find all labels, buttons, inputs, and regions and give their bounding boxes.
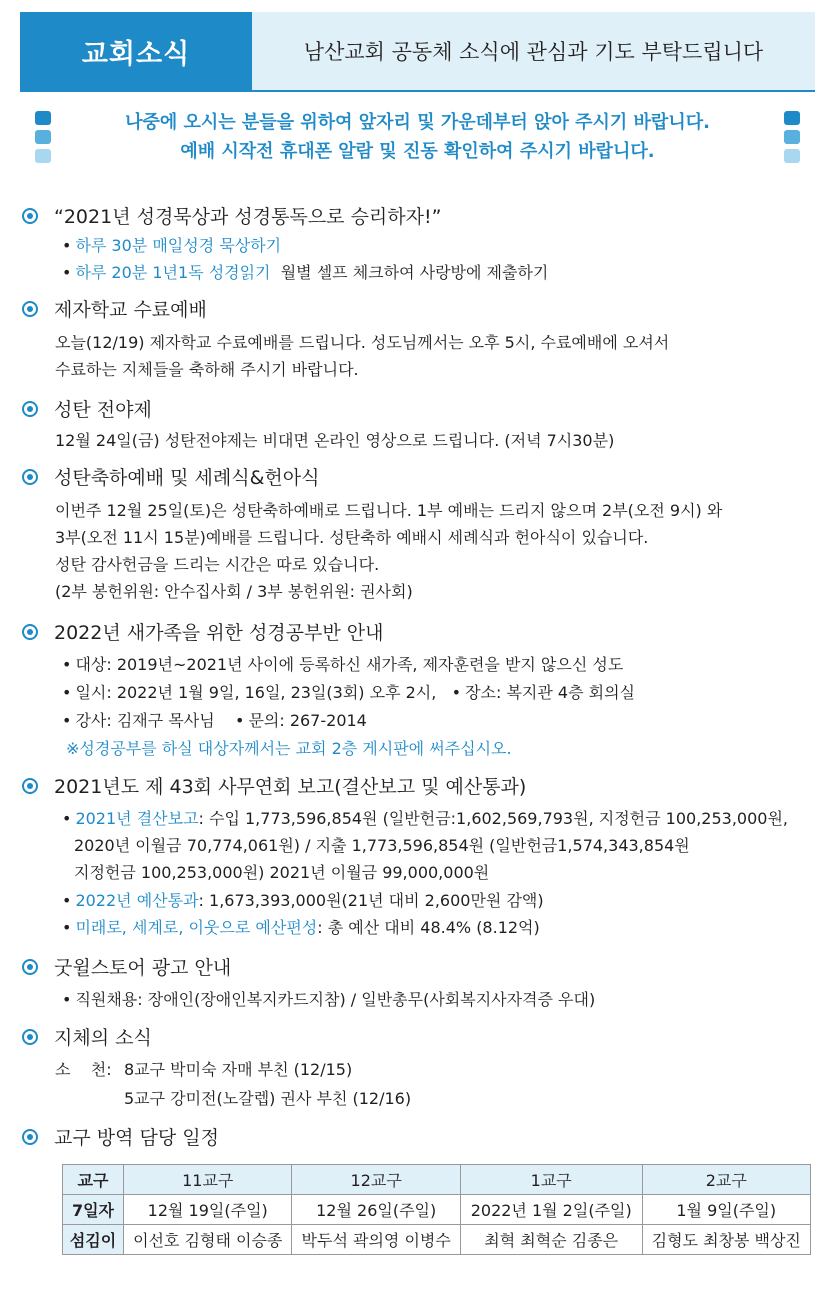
body-text: 3부(오전 11시 15분)예배를 드립니다. 성탄축하 예배시 세례식과 헌아식이 있습니다.	[55, 528, 649, 547]
circle-bullet-icon	[22, 959, 38, 975]
body-text: 성탄 감사헌금을 드리는 시간은 따로 있습니다.	[55, 555, 380, 574]
circle-bullet-icon	[22, 1129, 38, 1145]
label-text: 소 천:	[55, 1060, 112, 1079]
list-item: • 2021년 결산보고: 수입 1,773,596,854원 (일반헌금:1,602,569,793원, 지정헌금 100,253,000원,	[62, 809, 788, 828]
table-row	[63, 1195, 811, 1225]
table-cell: 2022년 1월 2일(주일)	[460, 1195, 642, 1225]
list-item-text: 직원채용: 장애인(장애인복지카드지참) / 일반총무(사회복지사자격증 우대)	[75, 990, 596, 1009]
circle-bullet-icon	[22, 301, 38, 317]
section-title-text: 성탄 전야제	[54, 399, 152, 421]
header-banner	[20, 12, 815, 92]
body-text: 12월 24일(금) 성탄전야제는 비대면 온라인 영상으로 드립니다. (저녁 7시30분)	[55, 431, 615, 450]
list-item-text: 장소: 복지관 4층 회의실	[465, 683, 635, 702]
table-cell: 최혁 최혁순 김종은	[460, 1225, 642, 1255]
circle-bullet-icon	[22, 778, 38, 794]
section-title-8	[22, 1023, 152, 1050]
list-item-text: 대상: 2019년~2021년 사이에 등록하신 새가족, 제자훈련을 받지 않으신 성도	[75, 655, 624, 674]
list-item-text: 일시: 2022년 1월 9일, 16일, 23일(3회) 오후 2시,	[75, 683, 437, 702]
list-item-highlight: 2022년 예산통과	[75, 891, 199, 910]
list-item-text: 하루 30분 매일성경 묵상하기	[75, 236, 282, 255]
body-text: 5교구 강미전(노갈렙) 권사 부친 (12/16)	[124, 1089, 412, 1108]
section-title-text: “2021년 성경묵상과 성경통독으로 승리하자!”	[54, 206, 442, 228]
body-text: (2부 봉헌위원: 안수집사회 / 3부 봉헌위원: 권사회)	[55, 582, 413, 601]
body-text: 8교구 박미숙 자매 부친 (12/15)	[124, 1060, 353, 1079]
table-row	[63, 1165, 811, 1195]
table-cell: 12월 19일(주일)	[124, 1195, 292, 1225]
notice-line-2: 예배 시작전 휴대폰 알람 및 진동 확인하여 주시기 바랍니다.	[180, 141, 655, 162]
list-item-text: : 수입 1,773,596,854원 (일반헌금:1,602,569,793원, 지정헌금 100,253,000원,	[198, 809, 788, 828]
table-cell: 이선호 김형태 이승종	[124, 1225, 292, 1255]
list-item-text: : 1,673,393,000원(21년 대비 2,600만원 감액)	[198, 891, 544, 910]
section-title-text: 지체의 소식	[54, 1027, 152, 1049]
table-cell: 1월 9일(주일)	[642, 1195, 810, 1225]
note-text: ※성경공부를 하실 대상자께서는 교회 2층 게시판에 써주십시오.	[66, 739, 512, 758]
section-title-9	[22, 1123, 219, 1150]
section-title-7	[22, 953, 231, 980]
circle-bullet-icon	[22, 469, 38, 485]
section-title-6	[22, 772, 526, 799]
list-item: • 대상: 2019년~2021년 사이에 등록하신 새가족, 제자훈련을 받지 않으신 성도	[62, 655, 624, 674]
list-item: • 하루 30분 매일성경 묵상하기	[62, 236, 282, 255]
body-text: 2020년 이월금 70,774,061원) / 지출 1,773,596,854원 (일반헌금1,574,343,854원	[74, 836, 690, 855]
list-item-highlight: 미래로, 세계로, 이웃으로 예산편성	[75, 918, 318, 937]
section-title-text: 2022년 새가족을 위한 성경공부반 안내	[54, 622, 384, 644]
list-item-highlight: 하루 20분 1년1독 성경읽기	[75, 263, 271, 282]
section-title-text: 제자학교 수료예배	[54, 299, 207, 321]
page-title: 교회소식	[20, 12, 252, 90]
list-item-text: 문의: 267-2014	[248, 711, 367, 730]
section-title-text: 교구 방역 담당 일정	[54, 1127, 219, 1149]
body-text: 지정헌금 100,253,000원) 2021년 이월금 99,000,000원	[74, 863, 490, 882]
table-cell: 12월 26일(주일)	[292, 1195, 460, 1225]
list-item-text: 월별 셀프 체크하여 사랑방에 제출하기	[280, 263, 549, 282]
section-title-text: 2021년도 제 43회 사무연회 보고(결산보고 및 예산통과)	[54, 776, 527, 798]
table-cell: 7일자	[63, 1195, 124, 1225]
schedule-table	[62, 1164, 811, 1255]
square-decoration-left-icon	[35, 111, 51, 168]
list-item: • 강사: 김재구 목사님 • 문의: 267-2014	[62, 711, 367, 730]
list-item-text: : 총 예산 대비 48.4% (8.12억)	[317, 918, 540, 937]
table-cell: 교구	[63, 1165, 124, 1195]
list-item: • 미래로, 세계로, 이웃으로 예산편성: 총 예산 대비 48.4% (8.12억)	[62, 918, 540, 937]
circle-bullet-icon	[22, 208, 38, 224]
table-cell: 1교구	[460, 1165, 642, 1195]
notice-line-1: 나중에 오시는 분들을 위하여 앞자리 및 가운데부터 앉아 주시기 바랍니다.	[125, 112, 710, 133]
table-cell: 12교구	[292, 1165, 460, 1195]
notice-box	[35, 108, 800, 173]
body-text: 이번주 12월 25일(토)은 성탄축하예배로 드립니다. 1부 예배는 드리지 않으며 2부(오전 9시) 와	[55, 501, 723, 520]
page-subtitle: 남산교회 공동체 소식에 관심과 기도 부탁드립니다	[303, 40, 764, 64]
circle-bullet-icon	[22, 624, 38, 640]
table-row	[63, 1225, 811, 1255]
circle-bullet-icon	[22, 401, 38, 417]
list-item-text: 강사: 김재구 목사님	[75, 711, 215, 730]
body-text: 오늘(12/19) 제자학교 수료예배를 드립니다. 성도님께서는 오후 5시, 수료예배에 오셔서	[55, 333, 670, 352]
section-title-text: 성탄축하예배 및 세례식&헌아식	[54, 467, 320, 489]
section-title-5	[22, 618, 383, 645]
table-cell: 섬김이	[63, 1225, 124, 1255]
list-item: • 하루 20분 1년1독 성경읽기 월별 셀프 체크하여 사랑방에 제출하기	[62, 263, 549, 282]
section-title-4	[22, 463, 320, 490]
body-text: 수료하는 지체들을 축하해 주시기 바랍니다.	[55, 360, 359, 379]
table-cell: 박두석 곽의영 이병수	[292, 1225, 460, 1255]
table-cell: 김형도 최창봉 백상진	[642, 1225, 810, 1255]
section-title-text: 굿윌스토어 광고 안내	[54, 957, 232, 979]
square-decoration-right-icon	[784, 111, 800, 168]
table-cell: 2교구	[642, 1165, 810, 1195]
section-title-1	[22, 202, 441, 229]
section-title-2	[22, 295, 207, 322]
list-item: • 일시: 2022년 1월 9일, 16일, 23일(3회) 오후 2시, • 장소: 복지관 4층 회의실	[62, 683, 635, 702]
table-cell: 11교구	[124, 1165, 292, 1195]
circle-bullet-icon	[22, 1029, 38, 1045]
list-item: • 직원채용: 장애인(장애인복지카드지참) / 일반총무(사회복지사자격증 우대)	[62, 990, 596, 1009]
list-item: • 2022년 예산통과: 1,673,393,000원(21년 대비 2,600만원 감액)	[62, 891, 544, 910]
list-item-highlight: 2021년 결산보고	[75, 809, 199, 828]
section-title-3	[22, 395, 152, 422]
